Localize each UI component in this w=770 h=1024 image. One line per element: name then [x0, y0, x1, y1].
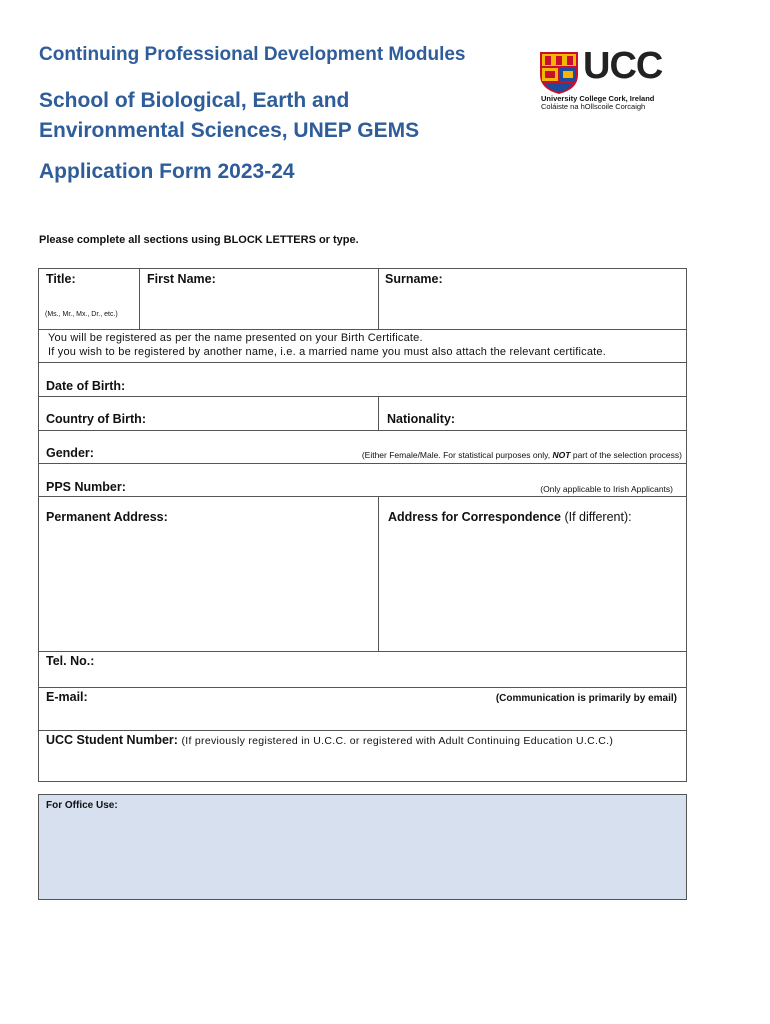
student-number-row	[46, 733, 613, 747]
row-divider	[39, 329, 686, 330]
correspondence-address-title: Address for Correspondence	[388, 510, 561, 524]
title-label: Title:	[46, 272, 76, 286]
school-heading-line-1: School of Biological, Earth and	[39, 89, 350, 112]
permanent-address-label: Permanent Address:	[46, 510, 168, 524]
nationality-label: Nationality:	[387, 412, 456, 426]
surname-label: Surname:	[385, 272, 443, 286]
gender-note-end: part of the selection process)	[570, 450, 682, 460]
tel-label: Tel. No.:	[46, 654, 95, 668]
instructions: Please complete all sections using BLOCK LETTERS or type.	[39, 234, 359, 246]
pps-note: (Only applicable to Irish Applicants)	[540, 484, 673, 494]
country-of-birth-label: Country of Birth:	[46, 412, 146, 426]
form-title: Application Form 2023-24	[39, 160, 295, 183]
school-heading	[39, 86, 509, 146]
dob-field[interactable]	[39, 363, 687, 396]
title-note: (Ms., Mr., Mx., Dr., etc.)	[45, 311, 118, 318]
school-heading-line-2: Environmental Sciences, UNEP GEMS	[39, 119, 420, 142]
ucc-wordmark: UCC	[583, 45, 663, 87]
pps-label: PPS Number:	[46, 480, 126, 494]
dob-label: Date of Birth:	[46, 379, 126, 393]
gender-note-start: (Either Female/Male. For statistical purposes only,	[361, 450, 553, 460]
student-number-note: (If previously registered in U.C.C. or registered with Adult Continuing Education U.C.C.)	[181, 735, 614, 747]
email-label: E-mail:	[46, 690, 88, 704]
registration-note-2: If you wish to be registered by another name, i.e. a married name you must also attach the relevant certificate.	[48, 346, 607, 358]
ucc-crest-icon	[539, 51, 579, 95]
ucc-logo	[539, 45, 679, 111]
gender-label: Gender:	[46, 446, 94, 460]
correspondence-address-label	[388, 510, 632, 524]
logo-english-name: University College Cork, Ireland	[541, 94, 655, 103]
programme-heading: Continuing Professional Development Modules	[39, 44, 466, 65]
gender-note-emphasis: NOT	[552, 450, 571, 460]
tel-field[interactable]	[39, 652, 687, 687]
first-name-label: First Name:	[147, 272, 216, 286]
office-use-label: For Office Use:	[46, 800, 118, 811]
office-use-box	[38, 794, 687, 900]
correspondence-address-note: (If different):	[560, 510, 632, 524]
logo-irish-name: Coláiste na hOllscoile Corcaigh	[541, 102, 646, 111]
student-number-label: UCC Student Number:	[46, 733, 178, 747]
gender-note	[362, 450, 682, 460]
registration-note-1: You will be registered as per the name presented on your Birth Certificate.	[48, 332, 423, 344]
application-form	[38, 268, 687, 782]
email-note: (Communication is primarily by email)	[495, 693, 677, 704]
